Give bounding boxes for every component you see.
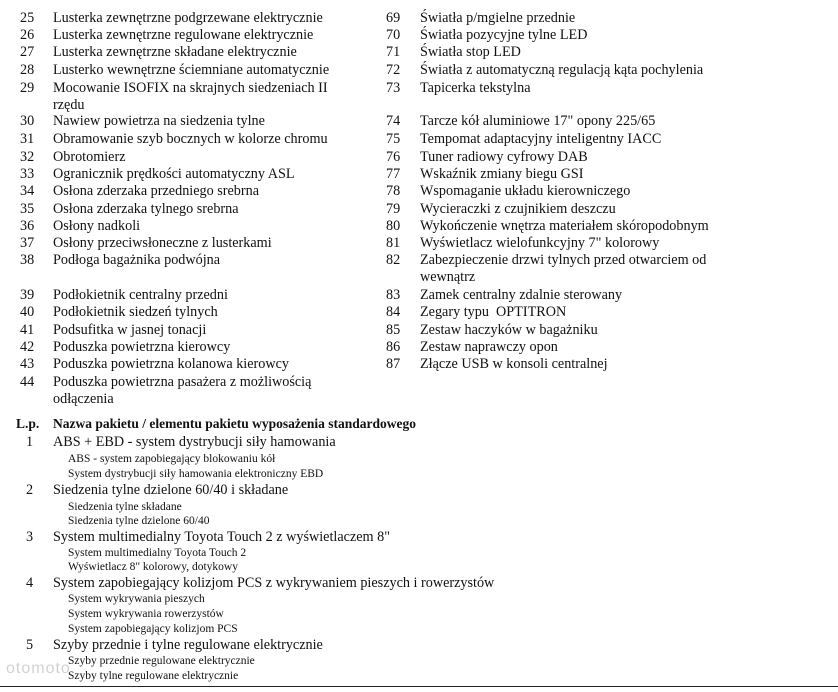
package-subitem: System multimedialny Toyota Touch 2 <box>68 547 247 559</box>
watermark-logo: otomoto <box>6 660 71 677</box>
bottom-rule <box>0 686 838 687</box>
packages-title-header: Nazwa pakietu / elementu pakietu wyposażenia standardowego <box>53 416 417 431</box>
package-subitem: ABS - system zapobiegający blokowaniu kół <box>68 453 276 465</box>
package-subitem: Szyby tylne regulowane elektrycznie <box>68 670 239 682</box>
package-subitem: System wykrywania rowerzystów <box>68 608 224 620</box>
package-subitem: System dystrybucji siły hamowania elektroniczny EBD <box>68 468 324 480</box>
package-subitem: Wyświetlacz 8" kolorowy, dotykowy <box>68 561 238 573</box>
package-subitem: Siedzenia tylne składane <box>68 501 182 513</box>
packages-lp-header: L.p. <box>16 416 40 431</box>
package-subitem: System wykrywania pieszych <box>68 593 205 605</box>
package-subitem: Szyby przednie regulowane elektrycznie <box>68 655 255 667</box>
package-subitem: Siedzenia tylne dzielone 60/40 <box>68 515 210 527</box>
package-subitem: System zapobiegający kolizjom PCS <box>68 623 238 635</box>
